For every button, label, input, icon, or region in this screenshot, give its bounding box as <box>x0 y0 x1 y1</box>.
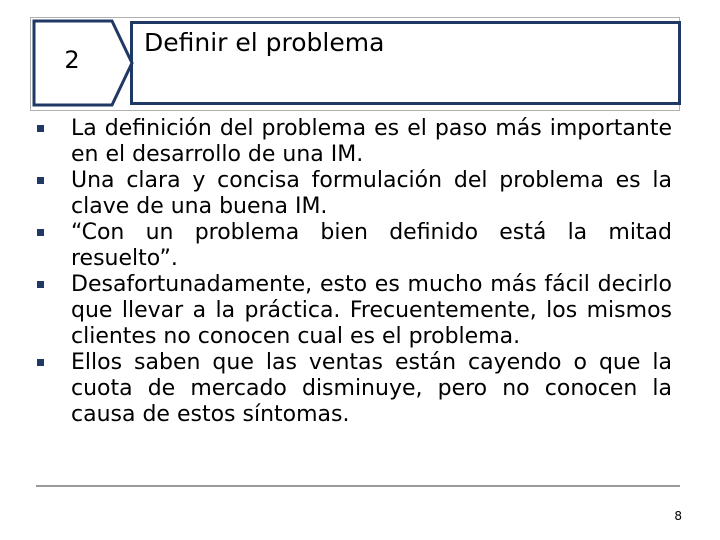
page-number: 8 <box>674 509 682 523</box>
square-bullet-icon <box>37 229 44 236</box>
list-item-text: Desafortunadamente, esto es mucho más fácil decirlo que llevar a la práctica. Frecuentemente, los mismos clientes no conocen cual es el problema. <box>71 272 672 349</box>
list-item <box>36 220 672 272</box>
square-bullet-icon <box>37 125 44 132</box>
list-item <box>36 116 672 168</box>
slide-number: 2 <box>64 46 80 74</box>
list-item <box>36 168 672 220</box>
list-item-text: “Con un problema bien definido está la mitad resuelto”. <box>71 220 672 271</box>
page-title: Definir el problema <box>144 28 385 57</box>
square-bullet-icon <box>37 177 44 184</box>
square-bullet-icon <box>37 281 44 288</box>
list-item-text: Ellos saben que las ventas están cayendo o que la cuota de mercado disminuye, pero no conocen la causa de estos síntomas. <box>71 350 672 427</box>
square-bullet-icon <box>37 359 44 366</box>
list-item-text: Una clara y concisa formulación del problema es la clave de una buena IM. <box>71 168 672 219</box>
list-item <box>36 272 672 350</box>
footer-divider <box>36 485 680 487</box>
list-item <box>36 350 672 428</box>
list-item-text: La definición del problema es el paso más importante en el desarrollo de una IM. <box>71 116 672 167</box>
bullet-list <box>36 116 672 428</box>
